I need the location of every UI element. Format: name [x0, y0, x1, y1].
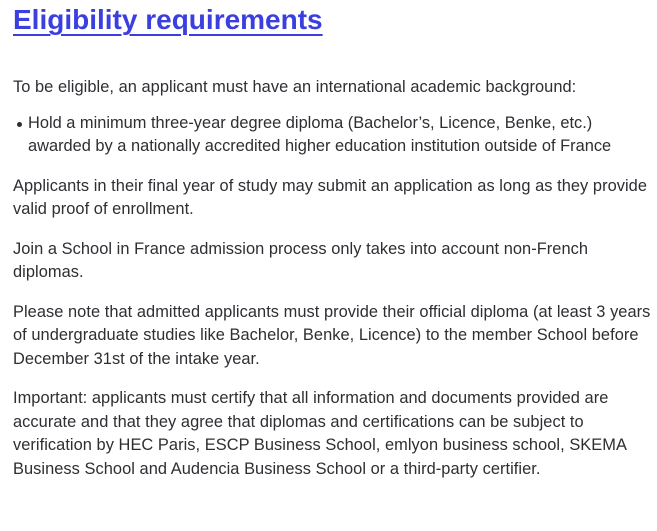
eligibility-section: [13, 0, 653, 481]
requirement-text: Hold a minimum three-year degree diploma (Bachelor’s, Licence, Benke, etc.) awarded by a nationally accredited higher education institution outside of France: [28, 113, 612, 155]
section-title-link[interactable]: Eligibility requirements: [13, 4, 323, 35]
non-french-diplomas-paragraph: Join a School in France admission process only takes into account non-French diplomas.: [13, 239, 589, 281]
requirements-list: [13, 112, 653, 159]
important-verification-paragraph: Important: applicants must certify that all information and documents provided are accurate and that they agree that diplomas and certifications can be subject to verification by HEC Paris, ESCP Business School, emlyon business school, SKEMA Business School and Audencia Business School or a third-party certifier.: [13, 389, 627, 478]
official-diploma-note-paragraph: Please note that admitted applicants must provide their official diploma (at least 3 years of undergraduate studies like Bachelor, Benke, Licence) to the member School before December 31st of the intake year.: [13, 302, 651, 368]
bullet-icon: [17, 122, 22, 127]
final-year-paragraph: Applicants in their final year of study may submit an application as long as they provide valid proof of enrollment.: [13, 176, 648, 218]
list-item: [28, 112, 653, 159]
intro-text: To be eligible, an applicant must have an international academic background:: [13, 78, 577, 96]
